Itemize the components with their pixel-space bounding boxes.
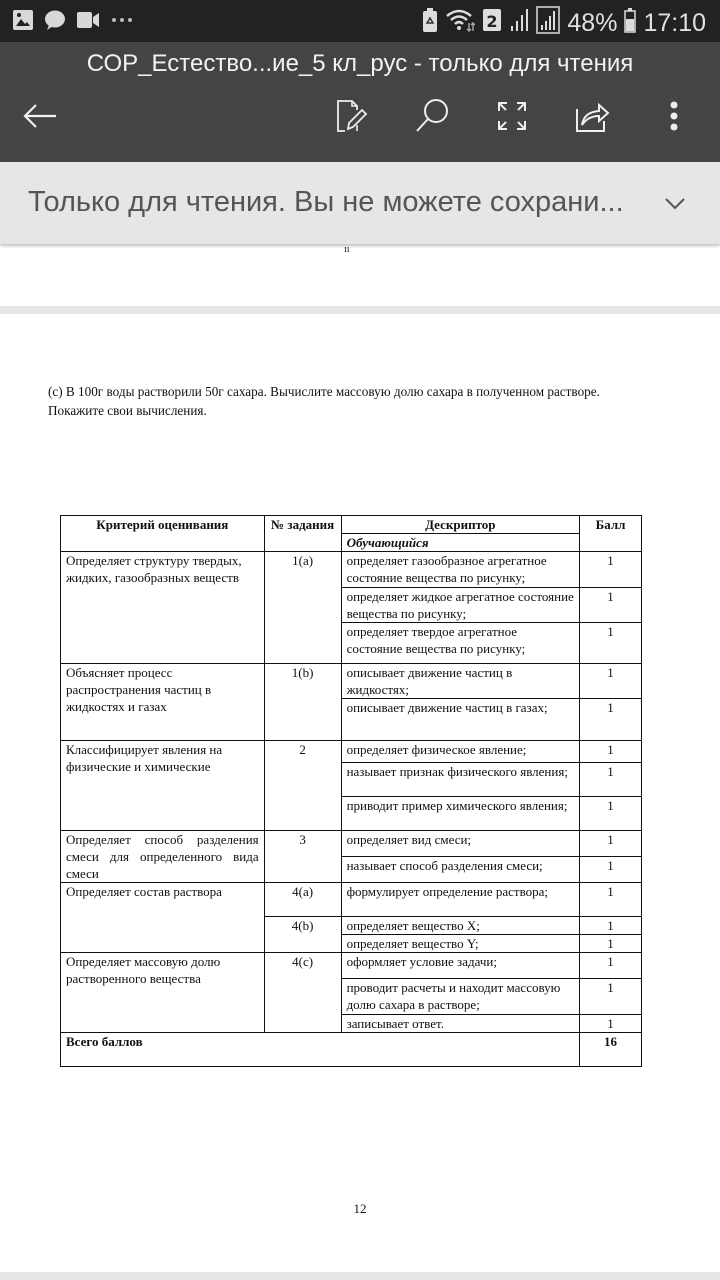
previous-page-mark: ıı	[344, 244, 350, 255]
descriptor-cell: определяет физическое явление;	[341, 741, 579, 763]
wifi-icon	[445, 7, 475, 40]
sim2-icon	[482, 7, 502, 40]
score-cell: 1	[580, 857, 642, 883]
table-row	[61, 552, 642, 588]
total-row	[61, 1033, 642, 1067]
status-bar	[0, 0, 720, 42]
previous-page	[0, 244, 720, 306]
criterion-cell: Классифицирует явления на физические и химические	[61, 741, 265, 831]
signal-icon-2	[536, 6, 560, 41]
task-cell: 1(a)	[264, 552, 341, 664]
search-button[interactable]	[410, 96, 454, 140]
score-cell: 1	[580, 831, 642, 857]
document-page	[0, 314, 720, 1272]
descriptor-cell: определяет твердое агрегатное состояние вещества по рисунку;	[341, 623, 579, 664]
assessment-rubric-table	[60, 515, 642, 1067]
battery-saver-icon	[422, 7, 438, 40]
task-cell: 4(b)	[264, 917, 341, 953]
table-row	[61, 741, 642, 763]
score-cell: 1	[580, 699, 642, 741]
descriptor-cell: называет способ разделения смеси;	[341, 857, 579, 883]
table-row	[61, 883, 642, 917]
descriptor-cell: формулирует определение раствора;	[341, 883, 579, 917]
svg-text:2: 2	[486, 12, 498, 31]
task-text	[48, 382, 628, 420]
descriptor-cell: оформляет условие задачи;	[341, 953, 579, 979]
score-cell: 1	[580, 935, 642, 953]
header-criterion: Критерий оценивания	[61, 516, 265, 552]
score-cell: 1	[580, 623, 642, 664]
header-descriptor-sub: Обучающийся	[341, 534, 579, 552]
header-task-no: № задания	[264, 516, 341, 552]
back-button[interactable]	[18, 96, 62, 140]
criterion-cell: Определяет способ разделения смеси для определенного вида смеси	[61, 831, 265, 883]
task-question: (c) В 100г воды растворили 50г сахара. Вычислите массовую долю сахара в полученном растворе.	[48, 384, 600, 399]
share-icon	[574, 99, 610, 137]
descriptor-cell: называет признак физического явления;	[341, 763, 579, 797]
descriptor-cell: определяет вещество Y;	[341, 935, 579, 953]
criterion-cell: Определяет структуру твердых, жидких, газообразных веществ	[61, 552, 265, 664]
edit-document-icon	[335, 98, 369, 138]
criterion-cell: Определяет массовую долю растворенного вещества	[61, 953, 265, 1033]
share-button[interactable]	[570, 96, 614, 140]
expand-icon	[496, 100, 528, 136]
chevron-down-icon	[660, 203, 690, 222]
edit-button[interactable]	[330, 96, 374, 140]
descriptor-cell: определяет жидкое агрегатное состояние вещества по рисунку;	[341, 588, 579, 623]
table-row	[61, 953, 642, 979]
read-only-notice-bar[interactable]	[0, 162, 720, 244]
document-title: СОР_Естество...ие_5 кл_рус - только для чтения	[86, 50, 634, 77]
task-instruction: Покажите свои вычисления.	[48, 403, 207, 418]
descriptor-cell: определяет газообразное агрегатное состояние вещества по рисунку;	[341, 552, 579, 588]
table-row	[61, 831, 642, 857]
score-cell: 1	[580, 763, 642, 797]
more-vertical-icon	[668, 99, 680, 137]
video-icon	[76, 9, 100, 35]
score-cell: 1	[580, 883, 642, 917]
score-cell: 1	[580, 979, 642, 1015]
descriptor-cell: определяет вид смеси;	[341, 831, 579, 857]
score-cell: 1	[580, 1015, 642, 1033]
score-cell: 1	[580, 664, 642, 699]
task-cell: 4(c)	[264, 953, 341, 1033]
clock: 17:10	[643, 9, 706, 37]
message-icon	[44, 9, 66, 35]
descriptor-cell: проводит расчеты и находит массовую долю сахара в растворе;	[341, 979, 579, 1015]
app-bar	[0, 42, 720, 162]
read-only-notice-text: Только для чтения. Вы не можете сохрани...	[28, 186, 624, 218]
total-label: Всего баллов	[61, 1033, 580, 1067]
descriptor-cell: записывает ответ.	[341, 1015, 579, 1033]
descriptor-cell: описывает движение частиц в газах;	[341, 699, 579, 741]
table-header-row	[61, 516, 642, 534]
score-cell: 1	[580, 953, 642, 979]
descriptor-cell: описывает движение частиц в жидкостях;	[341, 664, 579, 699]
task-cell: 4(a)	[264, 883, 341, 917]
score-cell: 1	[580, 741, 642, 763]
score-cell: 1	[580, 917, 642, 935]
battery-icon	[624, 7, 636, 40]
gallery-icon	[12, 9, 34, 35]
header-score: Балл	[580, 516, 642, 552]
total-score: 16	[580, 1033, 642, 1067]
task-cell: 3	[264, 831, 341, 883]
more-options-button[interactable]	[652, 96, 696, 140]
fullscreen-button[interactable]	[490, 96, 534, 140]
score-cell: 1	[580, 552, 642, 588]
more-notifications-icon	[110, 9, 136, 35]
header-descriptor: Дескриптор	[341, 516, 579, 534]
task-cell: 1(b)	[264, 664, 341, 741]
signal-icon	[509, 7, 529, 40]
back-arrow-icon	[22, 101, 58, 135]
search-icon	[414, 98, 450, 138]
descriptor-cell	[341, 917, 579, 935]
expand-notice-button[interactable]	[660, 188, 690, 218]
task-cell: 2	[264, 741, 341, 831]
score-cell: 1	[580, 797, 642, 831]
table-row	[61, 664, 642, 699]
criterion-cell: Объясняет процесс распространения частиц в жидкостях и газах	[61, 664, 265, 741]
descriptor-text: определяет вещество X;	[346, 918, 480, 933]
criterion-cell: Определяет состав раствора	[61, 883, 265, 953]
battery-percent: 48%	[567, 9, 618, 37]
page-number: 12	[353, 1201, 367, 1216]
score-cell: 1	[580, 588, 642, 623]
descriptor-cell: приводит пример химического явления;	[341, 797, 579, 831]
